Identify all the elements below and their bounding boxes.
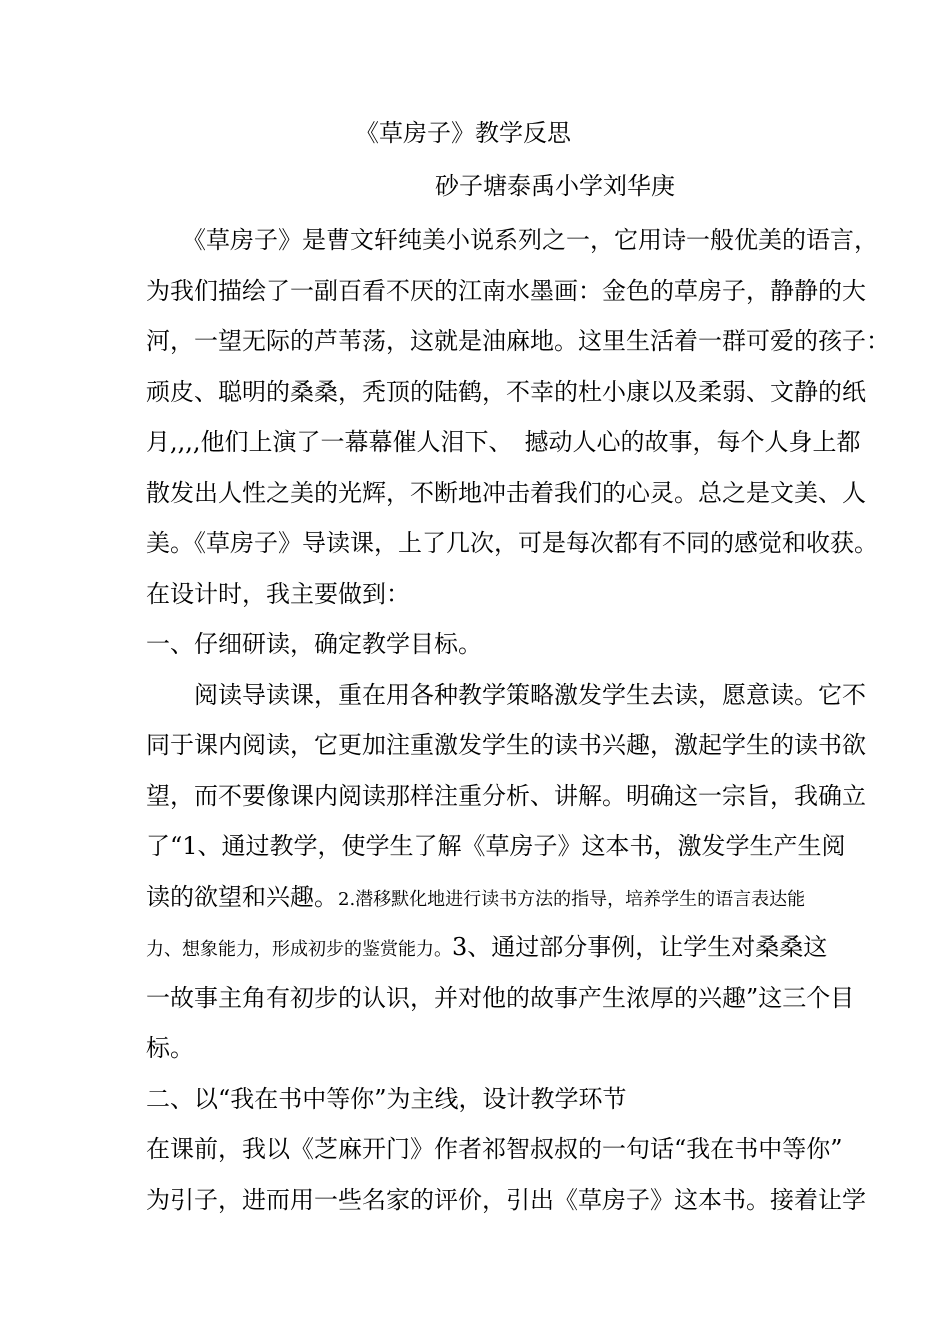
paragraph-line [146, 932, 828, 965]
paragraph-line: 美。《草房子》导读课，上了几次，可是每次都有不同的感觉和收获。 [146, 529, 878, 557]
line-segment: 3、通过部分事例，让学生对桑桑这 [452, 933, 828, 961]
paragraph-line: 《草房子》是曹文轩纯美小说系列之一，它用诗一般优美的语言， [146, 226, 878, 254]
paragraph-line: 为我们描绘了一副百看不厌的江南水墨画：金色的草房子，静静的大 [146, 277, 866, 305]
line-segment-small: 2.潜移默化地进行读书方法的指导，培养学生的语言表达能 [338, 889, 806, 910]
paragraph-line: 在课前，我以《芝麻开门》作者祁智叔叔的一句话“我在书中等你” [146, 1135, 843, 1163]
paragraph-line: 顽皮、聪明的桑桑，秃顶的陆鹤，不幸的杜小康以及柔弱、文静的纸 [146, 378, 866, 406]
document-title: 《草房子》教学反思 [355, 119, 571, 147]
document-author: 砂子塘泰禹小学刘华庚 [435, 172, 675, 200]
paragraph-line: 望，而不要像课内阅读那样注重分析、讲解。明确这一宗旨，我确立 [146, 782, 866, 810]
paragraph-line: 为引子，进而用一些名家的评价，引出《草房子》这本书。接着让学 [146, 1186, 866, 1214]
section-heading: 一、仔细研读，确定教学目标。 [146, 630, 482, 658]
paragraph-line: 了“1、通过教学，使学生了解《草房子》这本书，激发学生产生阅 [146, 832, 846, 860]
line-segment-small: 力、想象能力，形成初步的鉴赏能力。 [146, 939, 452, 960]
line-segment: 读的欲望和兴趣。 [146, 883, 338, 911]
paragraph-line: 阅读导读课，重在用各种教学策略激发学生去读，愿意读。它不 [146, 681, 866, 709]
paragraph-line: 河，一望无际的芦苇荡，这就是油麻地。这里生活着一群可爱的孩子： [146, 327, 890, 355]
section-heading: 二、以“我在书中等你”为主线，设计教学环节 [146, 1085, 627, 1113]
paragraph-line [146, 882, 810, 915]
paragraph-line: 散发出人性之美的光辉，不断地冲击着我们的心灵。总之是文美、人 [146, 479, 866, 507]
paragraph-line: 月,,,,他们上演了一幕幕催人泪下、 撼动人心的故事，每个人身上都 [146, 428, 861, 456]
paragraph-line: 标。 [146, 1034, 194, 1062]
paragraph-line: 一故事主角有初步的认识，并对他的故事产生浓厚的兴趣”这三个目 [146, 984, 855, 1012]
paragraph-line: 在设计时，我主要做到： [146, 580, 410, 608]
paragraph-line: 同于课内阅读，它更加注重激发学生的读书兴趣，激起学生的读书欲 [146, 731, 866, 759]
